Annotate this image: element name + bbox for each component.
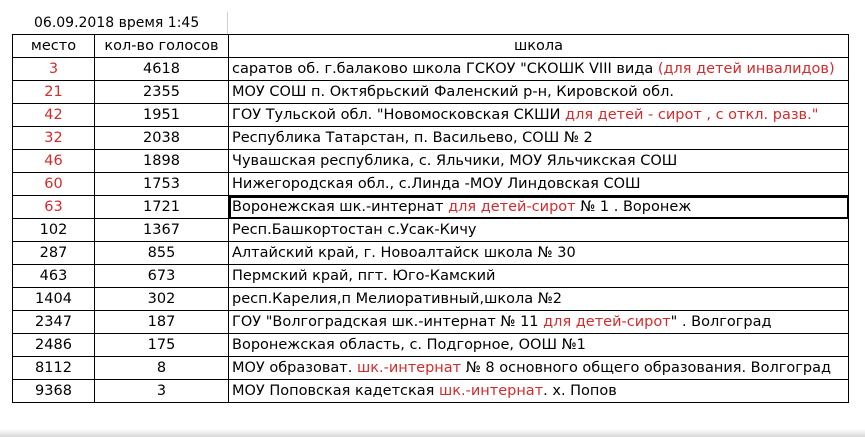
- table-row: [13, 334, 849, 357]
- table-row: [13, 58, 849, 81]
- votes-cell[interactable]: 2038: [95, 127, 229, 150]
- school-text-highlight: для детей-сирот: [448, 199, 576, 215]
- place-cell[interactable]: 46: [13, 150, 95, 173]
- school-cell[interactable]: [229, 380, 849, 403]
- school-cell[interactable]: [229, 288, 849, 311]
- results-table: [12, 34, 849, 403]
- table-row: [13, 104, 849, 127]
- school-text-highlight: для детей-сирот: [543, 314, 671, 330]
- school-text: Алтайский край, г. Новоалтайск школа № 30: [232, 245, 576, 261]
- school-cell[interactable]: [229, 219, 849, 242]
- votes-cell[interactable]: 1898: [95, 150, 229, 173]
- place-cell[interactable]: 9368: [13, 380, 95, 403]
- school-text-highlight: шк.-интернат: [356, 360, 462, 376]
- school-text: Пермский край, пгт. Юго-Камский: [232, 268, 496, 284]
- school-text: ГОУ "Волгоградская шк.-интернат № 11: [232, 314, 544, 330]
- table-row: [13, 288, 849, 311]
- empty-cell[interactable]: [228, 12, 848, 34]
- votes-cell[interactable]: 3: [95, 380, 229, 403]
- votes-cell[interactable]: 1753: [95, 173, 229, 196]
- table-row: [13, 311, 849, 334]
- school-cell[interactable]: [229, 334, 849, 357]
- school-cell[interactable]: [229, 265, 849, 288]
- table-row: [13, 196, 849, 219]
- table-row: [13, 127, 849, 150]
- school-text: Чувашская республика, с. Яльчики, МОУ Яльчикская СОШ: [232, 153, 678, 169]
- table-row: [13, 173, 849, 196]
- school-text: ГОУ Тульской обл. "Новомосковская СКШИ: [232, 107, 566, 123]
- header-votes[interactable]: кол-во голосов: [95, 35, 229, 58]
- school-text: МОУ Поповская кадетская: [232, 383, 439, 399]
- votes-cell[interactable]: 4618: [95, 58, 229, 81]
- votes-cell[interactable]: 187: [95, 311, 229, 334]
- school-cell[interactable]: [229, 127, 849, 150]
- place-cell[interactable]: 102: [13, 219, 95, 242]
- school-text: " . Волгоград: [670, 314, 772, 330]
- table-row: [13, 242, 849, 265]
- school-cell[interactable]: [229, 104, 849, 127]
- school-cell[interactable]: [229, 58, 849, 81]
- school-cell[interactable]: [229, 242, 849, 265]
- bottom-shadow: [0, 429, 865, 437]
- school-text: Нижегородская обл., с.Линда -МОУ Линдовская СОШ: [232, 176, 641, 192]
- place-cell[interactable]: 3: [13, 58, 95, 81]
- votes-cell[interactable]: 1367: [95, 219, 229, 242]
- table-row: [13, 81, 849, 104]
- votes-cell[interactable]: 1951: [95, 104, 229, 127]
- place-cell[interactable]: 2486: [13, 334, 95, 357]
- votes-cell[interactable]: 302: [95, 288, 229, 311]
- school-cell[interactable]: [229, 81, 849, 104]
- table-row: [13, 219, 849, 242]
- school-cell[interactable]: [229, 150, 849, 173]
- votes-cell[interactable]: 2355: [95, 81, 229, 104]
- school-text: Республика Татарстан, п. Васильево, СОШ № 2: [232, 130, 593, 146]
- votes-cell[interactable]: 855: [95, 242, 229, 265]
- school-text: № 8 основного общего образования. Волгоград: [461, 360, 831, 376]
- school-cell-selected[interactable]: [229, 196, 849, 219]
- school-cell[interactable]: [229, 357, 849, 380]
- school-text: Воронежская область, с. Подгорное, ООШ №1: [232, 337, 586, 353]
- place-cell[interactable]: 287: [13, 242, 95, 265]
- school-cell[interactable]: [229, 173, 849, 196]
- votes-cell[interactable]: 8: [95, 357, 229, 380]
- votes-cell[interactable]: 175: [95, 334, 229, 357]
- votes-cell[interactable]: 673: [95, 265, 229, 288]
- table-row: [13, 380, 849, 403]
- place-cell[interactable]: 60: [13, 173, 95, 196]
- school-text: МОУ образоват.: [232, 360, 357, 376]
- votes-cell[interactable]: 1721: [95, 196, 229, 219]
- table-body: [13, 58, 849, 403]
- spreadsheet: [12, 12, 848, 403]
- school-text: . х. Попов: [543, 383, 617, 399]
- table-row: [13, 150, 849, 173]
- place-cell[interactable]: 2347: [13, 311, 95, 334]
- place-cell[interactable]: 42: [13, 104, 95, 127]
- school-text: МОУ СОШ п. Октябрьский Фаленский р-н, Кировской обл.: [232, 84, 674, 100]
- header-school[interactable]: школа: [229, 35, 849, 58]
- school-text: № 1 . Воронеж: [575, 199, 692, 215]
- place-cell[interactable]: 32: [13, 127, 95, 150]
- place-cell[interactable]: 21: [13, 81, 95, 104]
- school-text: Воронежская шк.-интернат: [232, 199, 449, 215]
- school-text-highlight: для детей - сирот , с откл. разв.": [565, 107, 819, 123]
- header-row: [13, 35, 849, 58]
- place-cell[interactable]: 63: [13, 196, 95, 219]
- header-place[interactable]: место: [13, 35, 95, 58]
- table-row: [13, 265, 849, 288]
- table-row: [13, 357, 849, 380]
- school-text: респ.Карелия,п Мелиоративный,школа №2: [232, 291, 563, 307]
- place-cell[interactable]: 8112: [13, 357, 95, 380]
- school-text: Респ.Башкортостан с.Усак-Кичу: [232, 222, 477, 238]
- school-cell[interactable]: [229, 311, 849, 334]
- timestamp-cell[interactable]: 06.09.2018 время 1:45: [12, 12, 228, 34]
- school-text-highlight: (для детей инвалидов): [657, 61, 835, 77]
- timestamp-row: [12, 12, 848, 34]
- place-cell[interactable]: 463: [13, 265, 95, 288]
- school-text-highlight: шк.-интернат: [438, 383, 544, 399]
- place-cell[interactable]: 1404: [13, 288, 95, 311]
- school-text: саратов об. г.балаково школа ГСКОУ "СКОШК VIII вида: [232, 61, 658, 77]
